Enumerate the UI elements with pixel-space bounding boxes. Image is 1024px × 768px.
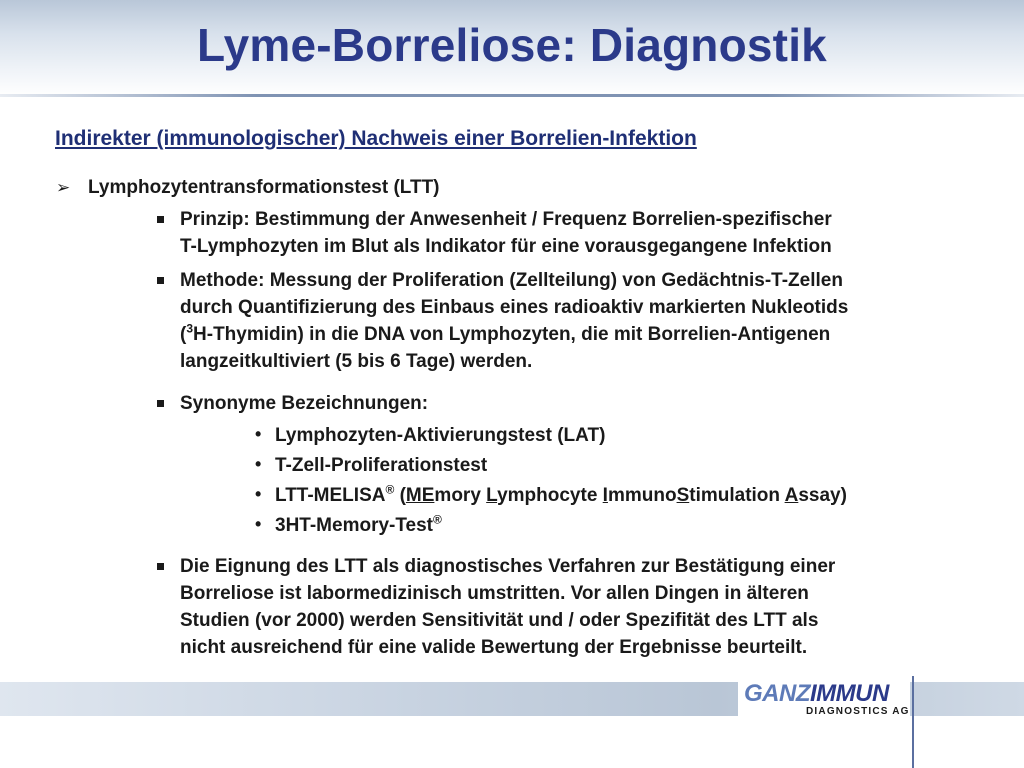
company-logo: GANZIMMUN xyxy=(744,680,889,707)
eignung-line-2: Borreliose ist labormedizinisch umstritten. Vor allen Dingen in älteren xyxy=(180,583,809,604)
eignung-line-3: Studien (vor 2000) werden Sensitivität und / oder Spezifität des LTT als xyxy=(180,610,819,631)
main-point: Lymphozytentransformationstest (LTT) xyxy=(88,177,440,198)
square-bullet-icon xyxy=(157,277,164,284)
square-bullet-icon xyxy=(157,563,164,570)
synonym-item-memory: 3HT-Memory-Test® xyxy=(275,512,442,536)
synonyme-heading: Synonyme Bezeichnungen: xyxy=(180,393,429,414)
square-bullet-icon xyxy=(157,400,164,407)
prinzip-line-1: Prinzip: Bestimmung der Anwesenheit / Frequenz Borrelien-spezifischer xyxy=(180,209,832,230)
dot-bullet-icon: • xyxy=(255,514,262,534)
logo-divider xyxy=(912,676,914,768)
synonym-item-melisa: LTT-MELISA® (MEmory Lymphocyte ImmunoStimulation Assay) xyxy=(275,482,847,506)
header-divider xyxy=(0,94,1024,97)
methode-line-1: Methode: Messung der Proliferation (Zellteilung) von Gedächtnis-T-Zellen xyxy=(180,270,843,291)
dot-bullet-icon: • xyxy=(255,424,262,444)
synonym-item: T-Zell-Proliferationstest xyxy=(275,455,488,476)
arrow-bullet-icon: ➢ xyxy=(56,178,71,197)
square-bullet-icon xyxy=(157,216,164,223)
eignung-line-4: nicht ausreichend für eine valide Bewertung der Ergebnisse beurteilt. xyxy=(180,637,808,658)
synonym-item: Lymphozyten-Aktivierungstest (LAT) xyxy=(275,425,606,446)
methode-line-2: durch Quantifizierung des Einbaus eines radioaktiv markierten Nukleotids xyxy=(180,297,849,318)
dot-bullet-icon: • xyxy=(255,454,262,474)
slide-title: Lyme-Borreliose: Diagnostik xyxy=(197,19,827,71)
slide-subtitle: Indirekter (immunologischer) Nachweis einer Borrelien-Infektion xyxy=(55,127,697,150)
eignung-line-1: Die Eignung des LTT als diagnostisches Verfahren zur Bestätigung einer xyxy=(180,556,836,577)
methode-line-4: langzeitkultiviert (5 bis 6 Tage) werden. xyxy=(180,351,533,372)
company-logo-subtitle: DIAGNOSTICS AG xyxy=(806,706,910,717)
dot-bullet-icon: • xyxy=(255,484,262,504)
methode-line-3: ($^3$H-Thymidin) in die DNA von Lymphozyten, die mit Borrelien-Antigenen xyxy=(180,321,831,345)
prinzip-line-2: T-Lymphozyten im Blut als Indikator für eine vorausgegangene Infektion xyxy=(180,236,832,257)
